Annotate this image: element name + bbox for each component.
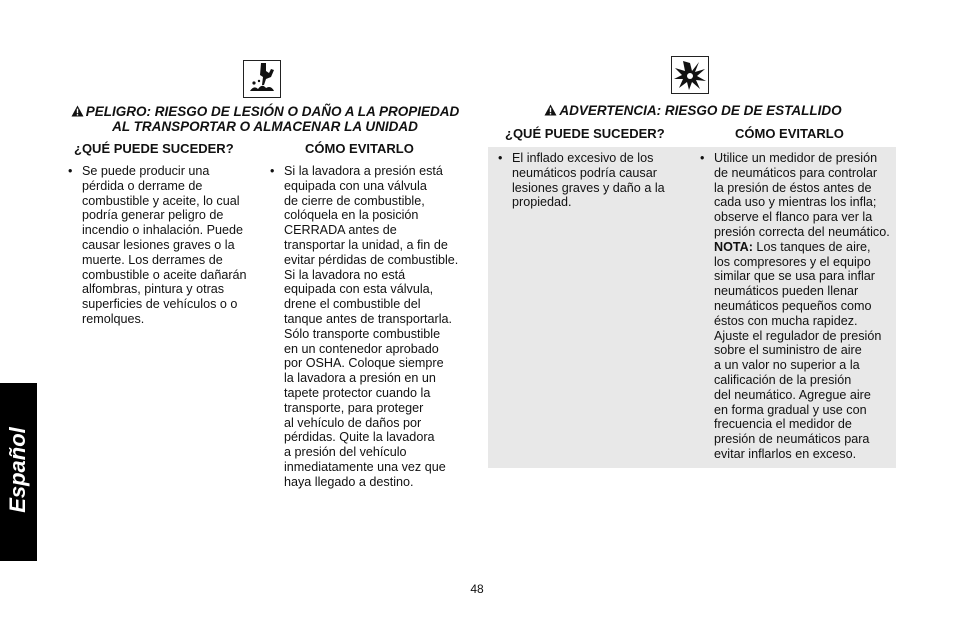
- left-col2-body: [270, 164, 470, 490]
- text-line: en un contenedor aprobado: [284, 341, 439, 356]
- text-line: inmediatamente una vez que: [284, 459, 446, 474]
- text-line: neumáticos pequeños como: [714, 298, 872, 313]
- text-line: CERRADA antes de: [284, 223, 397, 238]
- text-line: tapete protector cuando la: [284, 385, 431, 400]
- text-line: neumáticos pueden llenar: [714, 284, 859, 299]
- left-title-line1: PELIGRO: RIESGO DE LESIÓN O DAÑO A LA PROPIEDAD: [85, 104, 460, 119]
- list-item: [498, 151, 693, 210]
- text-line: superficies de vehículos o o: [82, 297, 238, 312]
- text-line: en forma gradual y use con: [714, 402, 867, 417]
- text-line: al vehículo de daños por: [284, 415, 422, 430]
- list-item: [700, 151, 896, 462]
- text-line: calificación de la presión: [714, 372, 852, 387]
- text-line: lesiones graves y daño a la: [512, 180, 665, 195]
- right-col2-body: [700, 151, 896, 462]
- text-line: a un valor no superior a la: [714, 358, 860, 373]
- text-line: tanque antes de transportarla.: [284, 311, 453, 326]
- text-line: similar que se usa para inflar: [714, 269, 875, 284]
- text-line: • Utilice un medidor de presión: [714, 151, 878, 165]
- text-line: Sólo transporte combustible: [284, 326, 441, 341]
- left-warning-title: [60, 104, 470, 134]
- text-line: transporte, para proteger: [284, 400, 424, 415]
- text-line: la lavadora a presión en un: [284, 371, 436, 386]
- note-line: [714, 240, 896, 255]
- text-line: los compresores y el equipo: [714, 254, 871, 269]
- text-line: por OSHA. Coloque siempre: [284, 356, 444, 371]
- fuel-spill-hazard-icon: [243, 60, 281, 98]
- list-item: [68, 164, 268, 327]
- text-line: propiedad.: [512, 195, 572, 210]
- text-line: muerte. Los derrames de: [82, 252, 223, 267]
- text-line: Si la lavadora no está: [284, 267, 406, 282]
- text-line: podría generar peligro de: [82, 208, 224, 223]
- text-line: colóquela en la posición: [284, 208, 419, 223]
- text-line: Ajuste el regulador de presión: [714, 328, 882, 343]
- text-line: del neumático. Agregue aire: [714, 387, 871, 402]
- text-line: combustible o aceite dañarán: [82, 267, 247, 282]
- list-item: [270, 164, 470, 490]
- left-col1-header: ¿QUÉ PUEDE SUCEDER?: [74, 141, 234, 156]
- text-line: pérdida o derrame de: [82, 178, 203, 193]
- text-line: remolques.: [82, 311, 145, 326]
- text-line: alfombras, pintura y otras: [82, 282, 225, 297]
- right-col1-header: ¿QUÉ PUEDE SUCEDER?: [505, 126, 665, 141]
- right-col1-body: [498, 151, 693, 210]
- text-line: causar lesiones graves o la: [82, 237, 235, 252]
- text-line: cada uso y mientras los infla;: [714, 195, 877, 210]
- text-line: • Se puede producir una: [82, 164, 210, 178]
- right-title-text: ADVERTENCIA: RIESGO DE DE ESTALLIDO: [559, 103, 842, 118]
- language-label: Español: [5, 427, 30, 513]
- text-line: la presión de éstos antes de: [714, 180, 872, 195]
- text-line: neumáticos podría causar: [512, 165, 657, 180]
- text-line: sobre el suministro de aire: [714, 343, 862, 358]
- text-line: drene el combustible del: [284, 297, 421, 312]
- text-line: presión de neumáticos para: [714, 432, 870, 447]
- warning-triangle-icon: [71, 105, 84, 117]
- text-line: transportar la unidad, a fin de: [284, 237, 448, 252]
- text-line: combustible y aceite, lo cual: [82, 193, 240, 208]
- text-line: haya llegado a destino.: [284, 474, 414, 489]
- text-line: de cierre de combustible,: [284, 193, 425, 208]
- note-text: Los tanques de aire,: [752, 239, 871, 254]
- page-number: 48: [470, 582, 484, 596]
- text-line: observe el flanco para ver la: [714, 210, 873, 225]
- text-line: • El inflado excesivo de los: [512, 151, 654, 165]
- text-line: incendio o inhalación. Puede: [82, 223, 244, 238]
- right-warning-title: [488, 103, 898, 118]
- text-line: • Si la lavadora a presión está: [284, 164, 443, 178]
- explosion-hazard-icon: [671, 56, 709, 94]
- left-col1-body: [68, 164, 268, 327]
- text-line: equipada con esta válvula,: [284, 282, 434, 297]
- left-title-line2: AL TRANSPORTAR O ALMACENAR LA UNIDAD: [112, 119, 418, 134]
- right-col2-header: CÓMO EVITARLO: [735, 126, 844, 141]
- text-line: equipada con una válvula: [284, 178, 427, 193]
- text-line: éstos con mucha rapidez.: [714, 313, 858, 328]
- text-line: evitar pérdidas de combustible.: [284, 252, 459, 267]
- note-label: NOTA:: [714, 239, 753, 254]
- text-line: de neumáticos para controlar: [714, 165, 878, 180]
- text-line: evitar inflarlos en exceso.: [714, 446, 857, 461]
- text-line: frecuencia el medidor de: [714, 417, 852, 432]
- left-col2-header: CÓMO EVITARLO: [305, 141, 414, 156]
- warning-triangle-icon: [544, 104, 557, 116]
- text-line: a presión del vehículo: [284, 445, 407, 460]
- text-line: presión correcta del neumático.: [714, 224, 890, 239]
- text-line: pérdidas. Quite la lavadora: [284, 430, 435, 445]
